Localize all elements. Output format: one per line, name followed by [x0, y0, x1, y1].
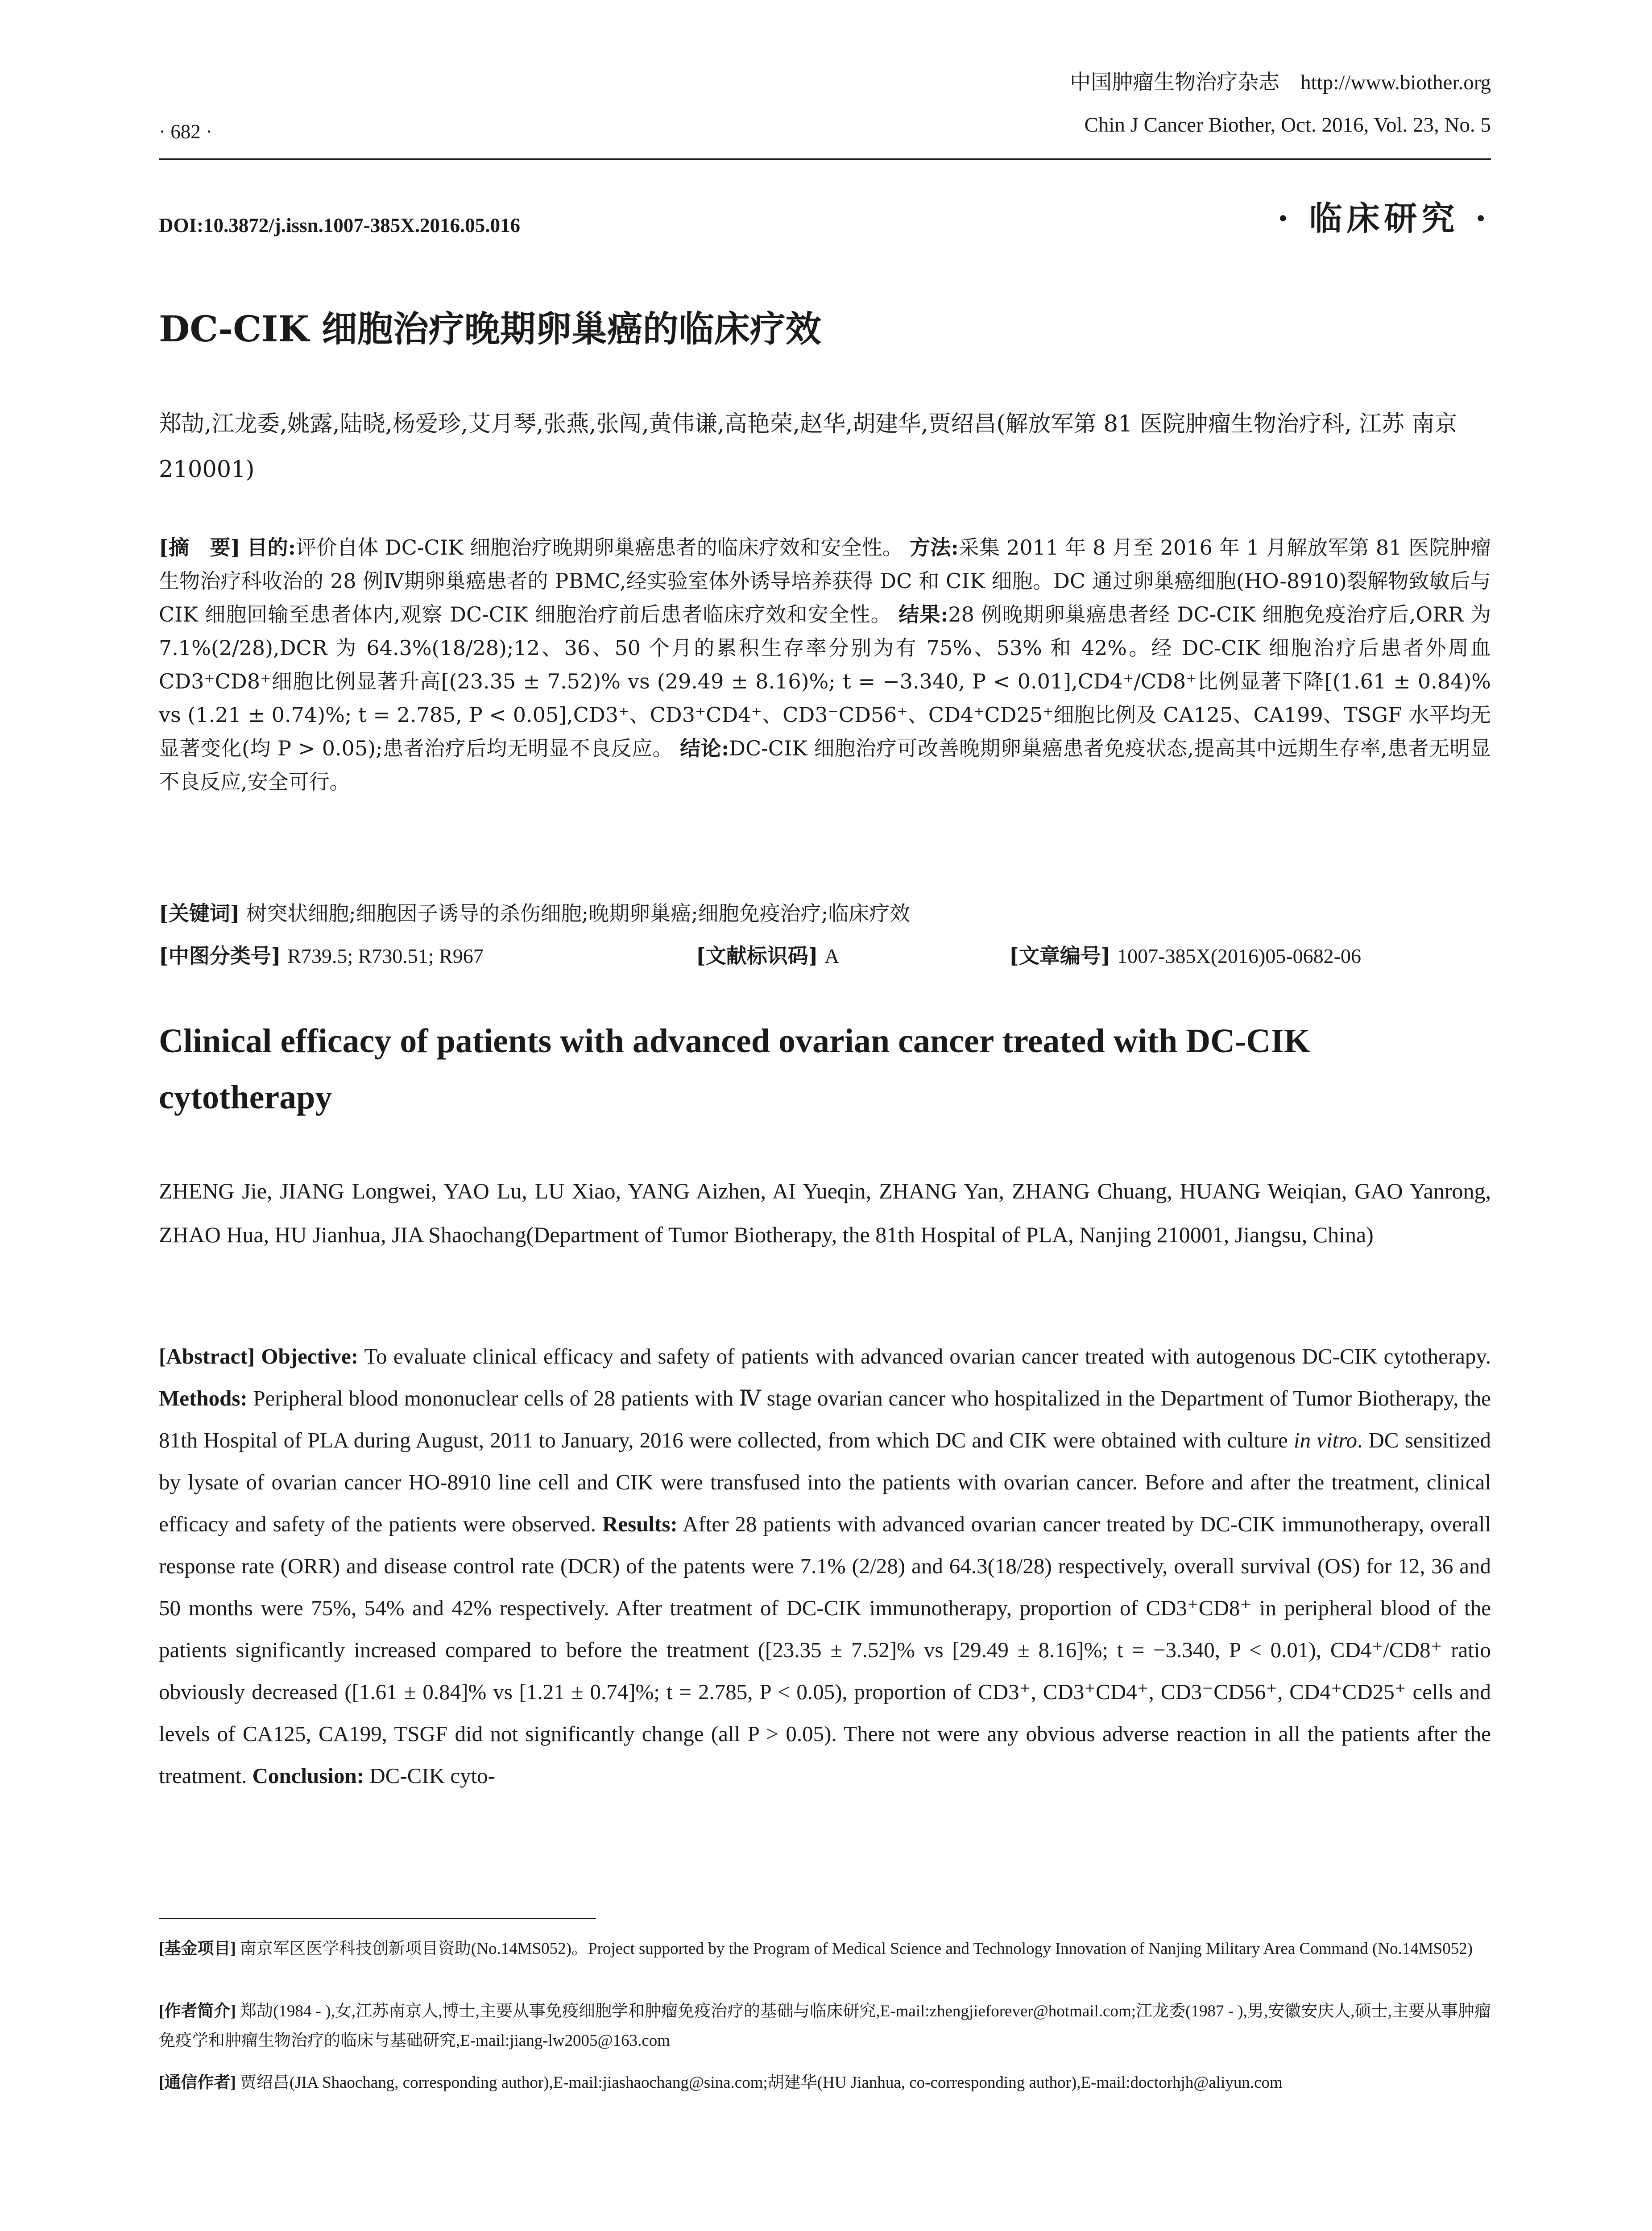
objective-cn-label: 目的: [247, 535, 296, 560]
methods-en-label: Methods: [159, 1386, 248, 1410]
objective-en-label: Objective: [261, 1344, 359, 1368]
keywords-cn-label: [关键词] [159, 901, 240, 925]
conclusion-en-start: DC-CIK cyto- [369, 1763, 495, 1788]
results-cn-label: 结果: [898, 602, 948, 626]
authors-cn-text: 郑劼,江龙委,姚露,陆晓,杨爱珍,艾月琴,张燕,张闯,黄伟谦,高艳荣,赵华,胡建华,贾绍昌(解放军第 81 医院肿瘤生物治疗科, 江苏 南京 210001) [159, 411, 1457, 483]
keywords-cn [159, 897, 1491, 930]
doc-code-value: A [824, 945, 840, 967]
corr-note [159, 2068, 1491, 2098]
authors-en: ZHENG Jie, JIANG Longwei, YAO Lu, LU Xiao, YANG Aizhen, AI Yueqin, ZHANG Yan, ZHANG Chuang, HUANG Weiqian, GAO Yanrong, ZHAO Hua, HU Jianhua, JIA Shaochang(Department of Tumor Biotherapy, the 81th Hospital of PLA, Nanjing 210001, Jiangsu, China) [159, 1178, 1491, 1247]
journal-cn-url: 中国肿瘤生物治疗杂志 http://www.biother.org [1070, 71, 1491, 94]
corr-label: [通信作者] [159, 2073, 236, 2092]
results-cn: 28 例晚期卵巢癌患者经 DC-CIK 细胞免疫治疗后,ORR 为 7.1%(2/28),DCR 为 64.3%(18/28);12、36、50 个月的累积生存率分别为有 75%、53% 和 42%。经 DC-CIK 细胞治疗后患者外周血 CD3⁺CD8⁺细胞比例显著升高[(23.35 ± 7.52)% vs (29.49 ± 8.16)%; t = −3.340, P < 0.01],CD4⁺/CD8⁺比例显著下降[(1.61 ± 0.84)% vs (1.21 ± 0.74)%; t = 2.785, P < 0.05],CD3⁺、CD3⁺CD4⁺、CD3⁻CD56⁺、CD4⁺CD25⁺细胞比例及 CA125、CA199、TSGF 水平均无显著变化(均 P > 0.05);患者治疗后均无明显不良反应。 [159, 602, 1491, 760]
section-label: · 临床研究 · [1277, 199, 1491, 238]
conclusion-cn: DC-CIK 细胞治疗可改善晚期卵巢癌患者免疫状态,提高其中远期生存率,患者无明显不良反应,安全可行。 [159, 736, 1491, 794]
methods-cn-label: 方法: [910, 535, 959, 560]
abstract-en [159, 1335, 1491, 1797]
corr-text: 贾绍昌(JIA Shaochang, corresponding author),E-mail:jiashaochang@sina.com;胡建华(HU Jianhua, co-corresponding author),E-mail:doctorhjh@aliyun.com [240, 2073, 1283, 2092]
clc-label: [中图分类号] [159, 944, 281, 968]
doc-code-label: [文献标识码] [696, 944, 818, 968]
methods-en-italic: in vitro [1293, 1428, 1358, 1452]
conclusion-cn-label: 结论: [680, 736, 729, 760]
article-no-value: 1007-385X(2016)05-0682-06 [1117, 945, 1361, 967]
doc-code [696, 939, 839, 973]
clc [159, 939, 484, 973]
header-rule [159, 158, 1491, 160]
keywords-cn-text: 树突状细胞;细胞因子诱导的杀伤细胞;晚期卵巢癌;细胞免疫治疗;临床疗效 [246, 901, 911, 925]
clc-value: R739.5; R730.51; R967 [287, 945, 484, 967]
methods-en-b: . DC sensitized by lysate of ovarian cancer HO-8910 line cell and CIK were transfused into the patients with ovarian cancer. Before and after the treatment, clinical efficacy and safety of the patients were observed. [159, 1428, 1491, 1536]
fund-label: [基金项目] [159, 1940, 236, 1958]
methods-cn: 采集 2011 年 8 月至 2016 年 1 月解放军第 81 医院肿瘤生物治疗科收治的 28 例Ⅳ期卵巢癌患者的 PBMC,经实验室体外诱导培养获得 DC 和 CIK 细胞。DC 通过卵巢癌细胞(HO-8910)裂解物致敏后与 CIK 细胞回输至患者体内,观察 DC-CIK 细胞治疗前后患者临床疗效和安全性。 [159, 535, 1491, 626]
fund-note [159, 1934, 1491, 1964]
objective-cn: 评价自体 DC-CIK 细胞治疗晚期卵巢癌患者的临床疗效和安全性。 [295, 535, 903, 560]
author-note-label: [作者简介] [159, 2002, 236, 2020]
footnote-rule [159, 1918, 596, 1919]
fund-text: 南京军区医学科技创新项目资助(No.14MS052)。Project supported by the Program of Medical Science and Technology Innovation of Nanjing Military Area Command (No.14MS052) [240, 1940, 1473, 1958]
objective-en: To evaluate clinical efficacy and safety of patients with advanced ovarian cancer treated with autogenous DC-CIK cytotherapy. [364, 1344, 1491, 1368]
abstract-en-label: [Abstract] [159, 1344, 255, 1368]
doi: DOI:10.3872/j.issn.1007-385X.2016.05.016 [159, 214, 521, 236]
article-no-label: [文章编号] [1009, 944, 1111, 968]
results-en-label: Results: [602, 1512, 678, 1536]
conclusion-en-label: Conclusion: [252, 1763, 364, 1788]
authors-cn [159, 402, 1491, 493]
title-en: Clinical efficacy of patients with advanced ovarian cancer treated with DC-CIK cytotherapy [159, 1022, 1310, 1116]
title-cn: DC-CIK 细胞治疗晚期卵巢癌的临床疗效 [159, 308, 821, 350]
abstract-cn [159, 531, 1491, 799]
article-no [1009, 939, 1361, 973]
page-number: · 682 · [159, 120, 212, 143]
methods-en-a: Peripheral blood mononuclear cells of 28 patients with Ⅳ stage ovarian cancer who hospitalized in the Department of Tumor Biotherapy, the 81th Hospital of PLA during August, 2011 to January, 2016 were collected, from which DC and CIK were obtained with culture [159, 1386, 1491, 1452]
results-en: After 28 patients with advanced ovarian cancer treated by DC-CIK immunotherapy, overall response rate (ORR) and disease control rate (DCR) of the patents were 7.1% (2/28) and 64.3(18/28) respectively, overall survival (OS) for 12, 36 and 50 months were 75%, 54% and 42% respectively. After treatment of DC-CIK immunotherapy, proportion of CD3⁺CD8⁺ in peripheral blood of the patients significantly increased compared to before the treatment ([23.35 ± 7.52]% vs [29.49 ± 8.16]%; t = −3.340, P < 0.01), CD4⁺/CD8⁺ ratio obviously decreased ([1.61 ± 0.84]% vs [1.21 ± 0.74]%; t = 2.785, P < 0.05), proportion of CD3⁺, CD3⁺CD4⁺, CD3⁻CD56⁺, CD4⁺CD25⁺ cells and levels of CA125, CA199, TSGF did not significantly change (all P > 0.05). There not were any obvious adverse reaction in all the patients after the treatment. [159, 1512, 1491, 1788]
journal-en: Chin J Cancer Biother, Oct. 2016, Vol. 23, No. 5 [1084, 113, 1491, 137]
author-note [159, 1997, 1491, 2056]
abstract-cn-label: [摘 要] [159, 535, 240, 560]
author-note-text: 郑劼(1984 - ),女,江苏南京人,博士,主要从事免疫细胞学和肿瘤免疫治疗的基础与临床研究,E-mail:zhengjieforever@hotmail.com;江龙委(1987 - ),男,安徽安庆人,硕士,主要从事肿瘤免疫学和肿瘤生物治疗的临床与基础研究,E-mail:jiang-lw2005@163.com [159, 2002, 1491, 2050]
